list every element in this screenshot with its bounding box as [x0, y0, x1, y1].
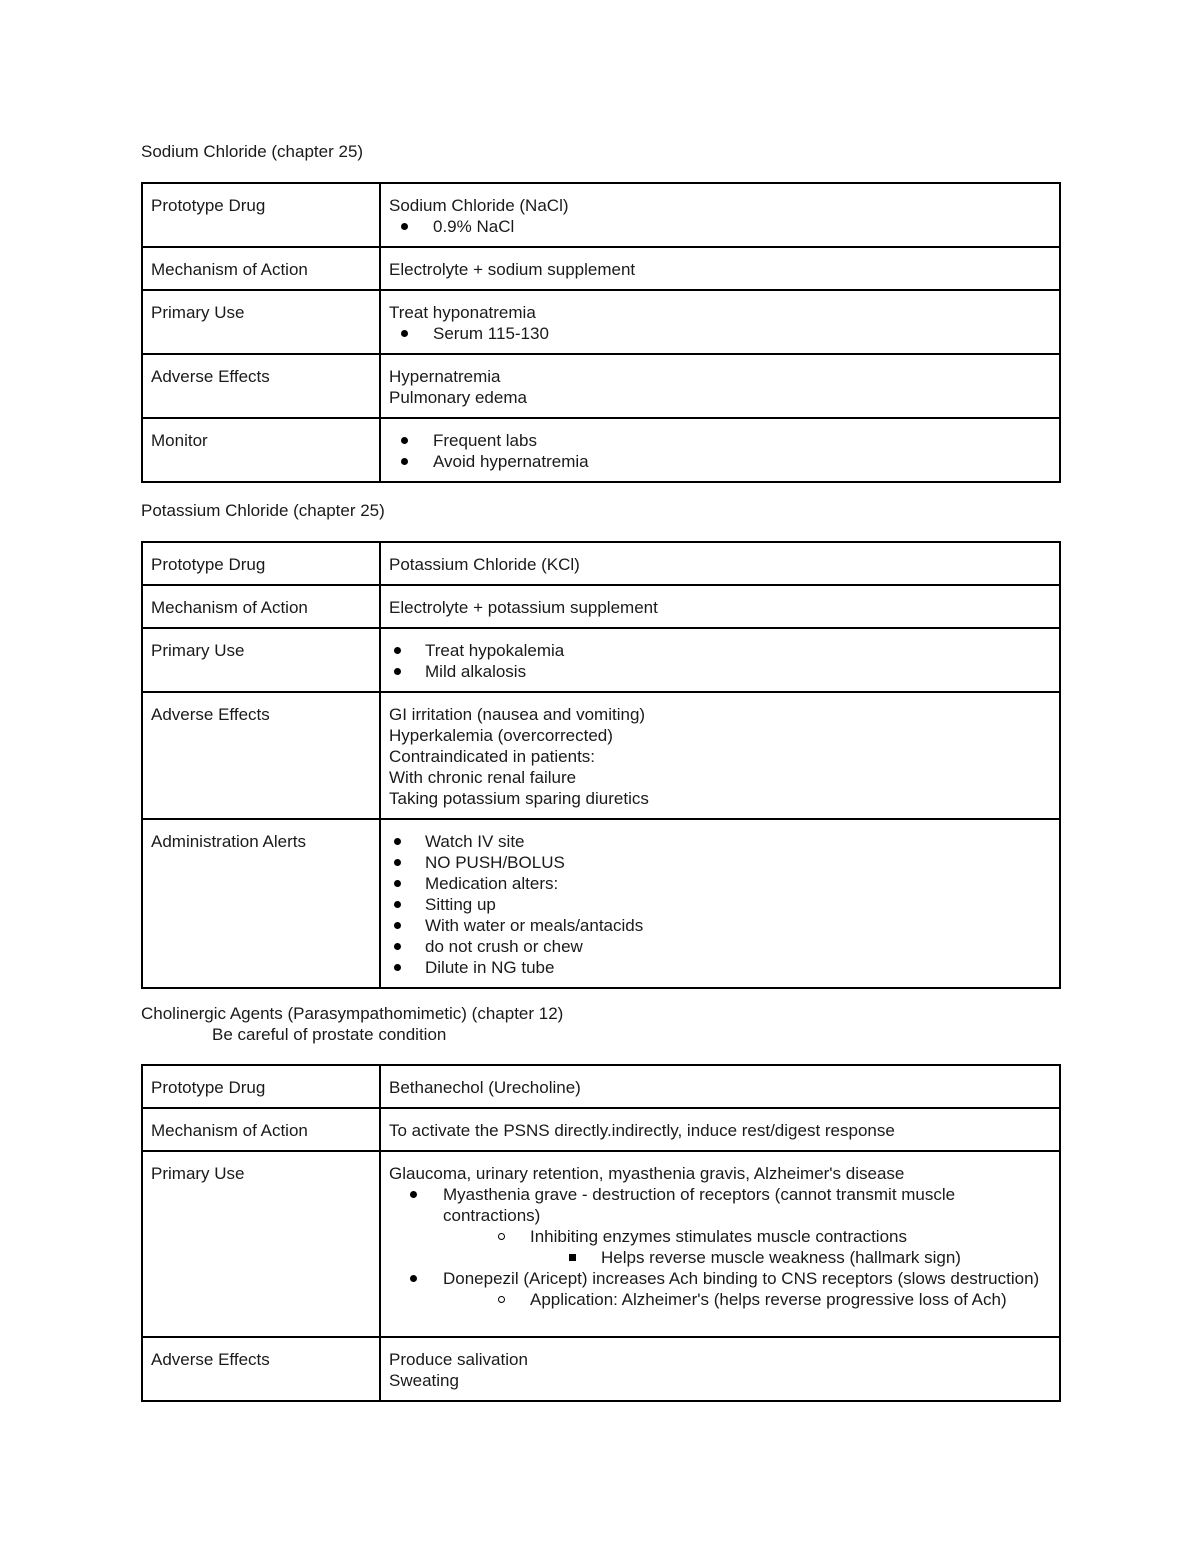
row-content: [380, 418, 1060, 482]
list-item: Sitting up: [389, 894, 1051, 915]
list-item: Treat hypokalemia: [389, 640, 1051, 661]
list-item: NO PUSH/BOLUS: [389, 852, 1051, 873]
row-text: Sodium Chloride (NaCl): [389, 196, 569, 215]
section-heading-cholinergic-agents: [141, 1003, 1061, 1045]
table-row: [142, 183, 1060, 247]
bullet-list: [389, 323, 1051, 344]
row-label: Administration Alerts: [142, 819, 380, 988]
row-text: Treat hyponatremia: [389, 303, 536, 322]
list-item: Helps reverse muscle weakness (hallmark sign): [389, 1247, 1051, 1268]
table-row: [142, 354, 1060, 418]
row-content: [380, 183, 1060, 247]
table-row: [142, 418, 1060, 482]
list-item: do not crush or chew: [389, 936, 1051, 957]
table-row: [142, 628, 1060, 692]
list-item: Inhibiting enzymes stimulates muscle contractions: [389, 1226, 1051, 1247]
section-title: Cholinergic Agents (Parasympathomimetic) (chapter 12): [141, 1004, 564, 1023]
bullet-list: [389, 831, 1051, 978]
row-content: [380, 1337, 1060, 1401]
list-item: Dilute in NG tube: [389, 957, 1051, 978]
row-line: With chronic renal failure: [389, 768, 577, 787]
list-item: Donepezil (Aricept) increases Ach binding to CNS receptors (slows destruction): [389, 1268, 1051, 1289]
list-item: With water or meals/antacids: [389, 915, 1051, 936]
row-label: Prototype Drug: [142, 183, 380, 247]
row-line: GI irritation (nausea and vomiting): [389, 705, 646, 724]
row-text: To activate the PSNS directly.indirectly, induce rest/digest response: [380, 1108, 1060, 1151]
row-line: Pulmonary edema: [389, 388, 527, 407]
row-label: Monitor: [142, 418, 380, 482]
table-row: [142, 542, 1060, 585]
row-line: Sweating: [389, 1371, 459, 1390]
table-row: [142, 1337, 1060, 1401]
potassium-chloride-table: [141, 541, 1061, 989]
row-label: Primary Use: [142, 1151, 380, 1337]
row-line: Contraindicated in patients:: [389, 747, 596, 766]
row-content: [380, 692, 1060, 819]
section-note: Be careful of prostate condition: [212, 1025, 447, 1044]
row-content: [380, 1151, 1060, 1337]
table-row: [142, 290, 1060, 354]
row-label: Prototype Drug: [142, 542, 380, 585]
row-content: [380, 819, 1060, 988]
row-line: Hyperkalemia (overcorrected): [389, 726, 613, 745]
section-heading-sodium-chloride: Sodium Chloride (chapter 25): [141, 142, 364, 161]
row-line: Hypernatremia: [389, 367, 501, 386]
bullet-list: [389, 430, 1051, 472]
row-label: Primary Use: [142, 290, 380, 354]
row-label: Adverse Effects: [142, 354, 380, 418]
table-row: [142, 819, 1060, 988]
sodium-chloride-table: [141, 182, 1061, 483]
row-content: [380, 290, 1060, 354]
list-item: Watch IV site: [389, 831, 1051, 852]
bullet-list: [389, 640, 1051, 682]
row-label: Mechanism of Action: [142, 247, 380, 290]
row-text: Electrolyte + sodium supplement: [380, 247, 1060, 290]
nested-list: [389, 1184, 1051, 1310]
row-line: Taking potassium sparing diuretics: [389, 789, 649, 808]
table-row: [142, 1151, 1060, 1337]
row-label: Mechanism of Action: [142, 585, 380, 628]
table-row: [142, 692, 1060, 819]
list-item: Myasthenia grave - destruction of receptors (cannot transmit muscle contractions): [389, 1184, 1051, 1226]
section-heading-potassium-chloride: Potassium Chloride (chapter 25): [141, 501, 385, 520]
list-item: Mild alkalosis: [389, 661, 1051, 682]
row-text: Electrolyte + potassium supplement: [380, 585, 1060, 628]
row-content: [380, 628, 1060, 692]
table-row: [142, 585, 1060, 628]
table-row: [142, 1108, 1060, 1151]
list-item: Avoid hypernatremia: [389, 451, 1051, 472]
table-row: [142, 247, 1060, 290]
list-item: Frequent labs: [389, 430, 1051, 451]
list-item: Application: Alzheimer's (helps reverse progressive loss of Ach): [389, 1289, 1051, 1310]
list-item: Serum 115-130: [389, 323, 1051, 344]
row-label: Prototype Drug: [142, 1065, 380, 1108]
row-label: Adverse Effects: [142, 692, 380, 819]
row-line: Produce salivation: [389, 1350, 528, 1369]
row-label: Primary Use: [142, 628, 380, 692]
row-label: Mechanism of Action: [142, 1108, 380, 1151]
row-text: Potassium Chloride (KCl): [380, 542, 1060, 585]
row-text: Bethanechol (Urecholine): [380, 1065, 1060, 1108]
bullet-list: [389, 216, 1051, 237]
list-item: Medication alters:: [389, 873, 1051, 894]
row-text: Glaucoma, urinary retention, myasthenia gravis, Alzheimer's disease: [389, 1164, 905, 1183]
table-row: [142, 1065, 1060, 1108]
row-label: Adverse Effects: [142, 1337, 380, 1401]
list-item: 0.9% NaCl: [389, 216, 1051, 237]
cholinergic-agents-table: [141, 1064, 1061, 1402]
row-content: [380, 354, 1060, 418]
